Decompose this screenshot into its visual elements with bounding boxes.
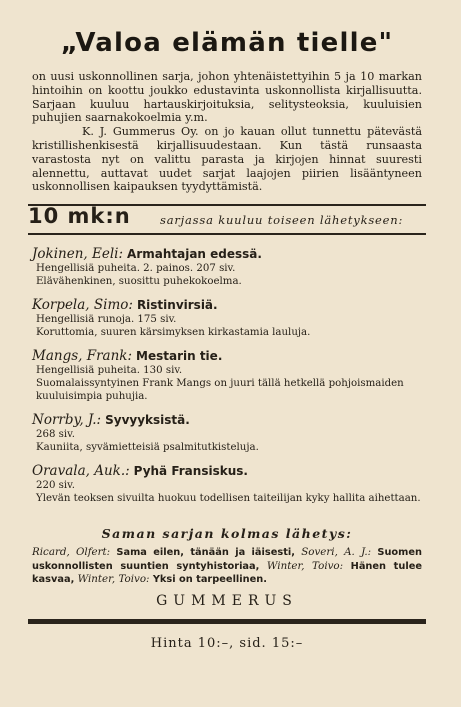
price-footer: Hinta 10:–, sid. 15:– [150, 636, 304, 651]
intro-paragraph-2: K. J. Gummerus Oy. on jo kauan ollut tunnettu pätevästä kristillishenkisestä kirjallisuudestaan. Kun tästä runsaasta varastosta nyt on valittu parasta ja kirjojen hinnat suuresti alennettu, auttavat uudet sarjat laajojen piirien lisääntyneen uskonnollisen kaipauksen tyydyttämistä. [32, 125, 422, 194]
book-title: Mestarin tie. [136, 349, 223, 364]
book-author: Jokinen, Eeli: [32, 246, 124, 262]
series-title: „Valoa elämän tielle" [60, 28, 394, 58]
third-title: Sama eilen, tänään ja iäisesti, [116, 547, 295, 558]
third-author: Winter, Toivo: [77, 573, 150, 586]
intro-text [32, 70, 422, 194]
price-divider [28, 233, 426, 235]
book-meta: 268 siv. [36, 429, 75, 441]
book-author: Korpela, Simo: [32, 297, 133, 314]
third-shipment-heading: Saman sarjan kolmas lähetys: [101, 526, 353, 541]
book-title: Syvyyksistä. [105, 413, 190, 428]
book-description: Kauniita, syvämietteisiä psalmitutkisteluja. [36, 441, 259, 453]
book-description: Suomalaissyntyinen Frank Mangs on juuri tällä hetkellä pohjoismaiden kuuluisimpia puhujia. [36, 377, 404, 402]
book-description: Ylevän teoksen sivuilta huokuu todellisen taiteilijan kyky hallita aihettaan. [36, 492, 421, 504]
third-shipment-list [32, 546, 422, 587]
price-line-text: sarjassa kuuluu toiseen lähetykseen: [160, 213, 404, 227]
book-meta: Hengellisiä puheita. 2. painos. 207 siv. [36, 263, 236, 274]
book-description: Elävähenkinen, suosittu puhekokoelma. [36, 275, 242, 287]
book-item [32, 246, 422, 288]
third-title: Suomen uskonnollisten suuntien syntyhistoriaa, [32, 547, 422, 572]
book-item [32, 348, 422, 403]
price-amount: 10 mk:n [28, 204, 131, 228]
book-meta: Hengellisiä runoja. 175 siv. [36, 314, 177, 326]
book-item [32, 412, 422, 454]
book-list [32, 246, 422, 515]
third-author: Winter, Toivo: [266, 559, 344, 572]
book-title: Pyhä Fransiskus. [133, 464, 248, 479]
third-author: Ricard, Olfert: [32, 546, 111, 558]
book-item [32, 463, 422, 505]
book-description: Koruttomia, suuren kärsimyksen kirkastamia lauluja. [36, 326, 311, 338]
book-item [32, 297, 422, 339]
third-title: Yksi on tarpeellinen. [152, 574, 267, 586]
price-line [28, 204, 426, 231]
book-author: Oravala, Auk.: [32, 463, 130, 480]
book-title: Ristinvirsiä. [136, 298, 218, 313]
third-title: Hänen tulee kasvaa, [32, 560, 422, 586]
intro-paragraph-1: on uusi uskonnollinen sarja, johon yhtenäistettyihin 5 ja 10 markan hintoihin on koottu joukko edustavinta uskonnollista kirjallisuutta. Sarjaan kuuluu hartauskirjoituksia, selitysteoksia, kuuluisien puhujien saarnakokoelmia y.m. [32, 70, 422, 125]
bottom-divider [28, 619, 426, 624]
third-author: Soveri, A. J.: [301, 546, 372, 558]
book-meta: 220 siv. [36, 480, 75, 492]
publisher-name: GUMMERUS [156, 593, 298, 609]
book-author: Mangs, Frank: [32, 348, 133, 365]
book-author: Norrby, J.: [32, 412, 102, 429]
book-title: Armahtajan edessä. [127, 247, 262, 261]
book-meta: Hengellisiä puheita. 130 siv. [36, 365, 183, 377]
